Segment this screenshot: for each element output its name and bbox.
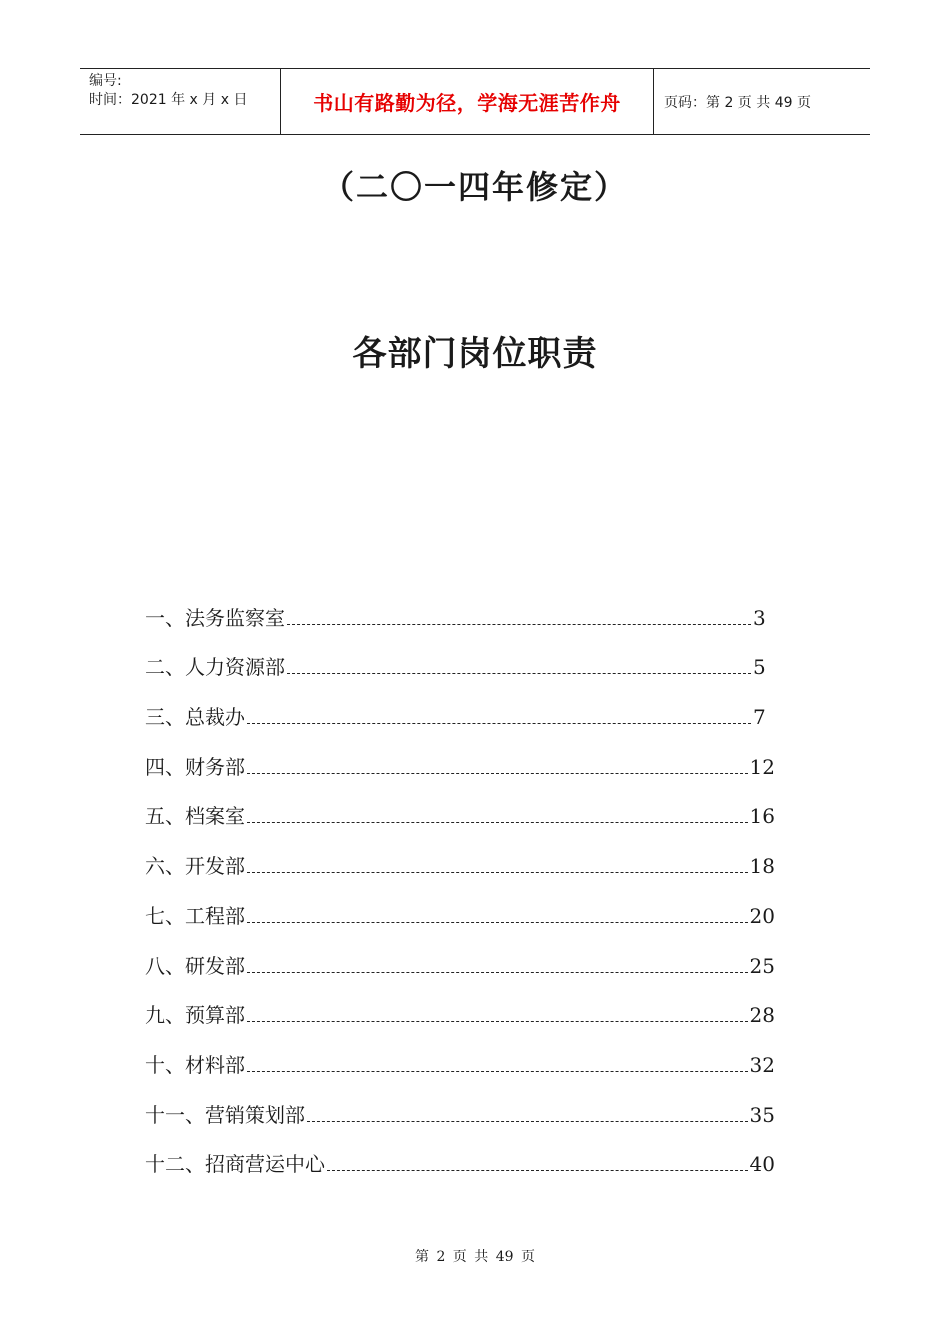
toc-entry-page: 35 [749, 1102, 775, 1127]
toc-leader [287, 672, 751, 674]
toc-entry-page: 28 [749, 1003, 775, 1028]
toc-entry-page: 5 [753, 655, 766, 680]
toc-entry-8[interactable] [145, 931, 775, 981]
toc-entry-page: 16 [749, 804, 775, 829]
toc-entry-label: 十、材料部 [145, 1052, 245, 1077]
toc-leader [247, 1020, 748, 1022]
header-time-label: 时间：2021 年 x 月 x 日 [89, 92, 248, 108]
toc-entry-3[interactable] [145, 682, 775, 732]
toc-entry-label: 五、档案室 [145, 804, 245, 829]
toc-entry-10[interactable] [145, 1030, 775, 1080]
toc-entry-label: 九、预算部 [145, 1003, 245, 1028]
toc-entry-11[interactable] [145, 1080, 775, 1130]
toc-entry-label: 四、财务部 [145, 754, 245, 779]
toc-leader [307, 1120, 748, 1122]
toc-entry-5[interactable] [145, 782, 775, 832]
toc-entry-label: 十二、招商营运中心 [145, 1152, 325, 1177]
toc-entry-page: 12 [749, 754, 775, 779]
toc-entry-6[interactable] [145, 831, 775, 881]
toc-entry-label: 十一、营销策划部 [145, 1102, 305, 1127]
header-page-info: 页码：第 2 页 共 49 页 [664, 94, 811, 111]
toc-leader [247, 921, 748, 923]
toc-entry-page: 18 [749, 854, 775, 879]
toc-leader [247, 971, 748, 973]
document-title: 各部门岗位职责 [352, 334, 598, 374]
header-motto: 书山有路勤为径，学海无涯苦作舟 [281, 69, 654, 134]
toc-entry-label: 二、人力资源部 [145, 655, 285, 680]
document-subtitle: （二〇一四年修定） [321, 168, 628, 206]
toc-entry-label: 七、工程部 [145, 903, 245, 928]
toc-entry-1[interactable] [145, 583, 775, 633]
toc-leader [247, 871, 748, 873]
toc-entry-label: 六、开发部 [145, 854, 245, 879]
toc-entry-label: 八、研发部 [145, 953, 245, 978]
page-footer: 第 2 页 共 49 页 [415, 1249, 535, 1265]
header-meta [80, 69, 281, 134]
toc-leader [247, 821, 748, 823]
toc-entry-page: 40 [749, 1152, 775, 1177]
toc-entry-page: 32 [749, 1052, 775, 1077]
toc-entry-label: 三、总裁办 [145, 705, 245, 730]
table-of-contents [145, 583, 775, 1179]
toc-entry-label: 一、法务监察室 [145, 605, 285, 630]
page-header [80, 68, 870, 135]
toc-leader [247, 772, 748, 774]
toc-leader [247, 722, 751, 724]
header-number-label: 编号: [89, 73, 122, 89]
toc-leader [287, 623, 751, 625]
toc-entry-page: 20 [749, 903, 775, 928]
toc-entry-4[interactable] [145, 732, 775, 782]
toc-entry-page: 25 [749, 953, 775, 978]
toc-entry-page: 3 [753, 605, 766, 630]
toc-leader [327, 1169, 748, 1171]
toc-leader [247, 1070, 748, 1072]
toc-entry-9[interactable] [145, 981, 775, 1031]
toc-entry-7[interactable] [145, 881, 775, 931]
toc-entry-12[interactable] [145, 1130, 775, 1180]
toc-entry-2[interactable] [145, 633, 775, 683]
toc-entry-page: 7 [753, 705, 766, 730]
